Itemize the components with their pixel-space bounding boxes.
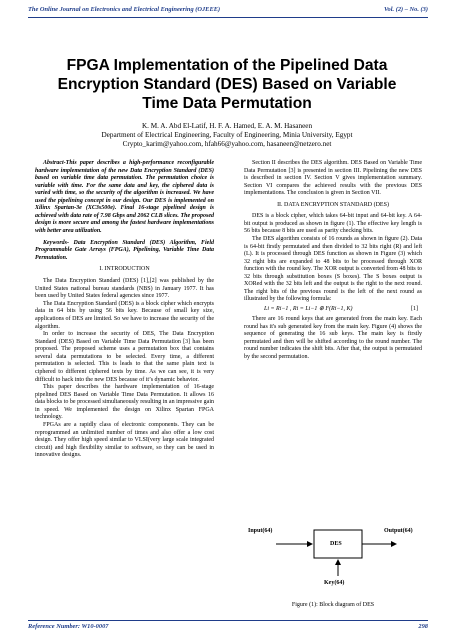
equation-number: [1]: [411, 306, 418, 313]
key-label: Key(64): [324, 580, 345, 586]
body-paragraph: There are 16 round keys that are generated from the main key. Each round has it's sub generated key from the main key. Figure (4) shows the sequence of generating the 16 sub keys. The main key is firstly permutated and then will be shifted according to the round number. The round number indicates the shift bits. After that, the output is permutated by the second permutation.: [244, 316, 422, 360]
author-names: K. M. A. Abd El-Latif, H. F. A. Hamed, E. A. M. Hasaneen: [141, 122, 313, 130]
input-label: Input(64): [248, 528, 273, 534]
paper-title: FPGA Implementation of the Pipelined Data Encryption Standard (DES) Based on Variable Time Data Permutation: [57, 57, 397, 112]
journal-name: The Online Journal on Electronics and Electrical Engineering (OJEEE): [28, 6, 221, 13]
equation-text: Li = Ri−1 , Ri = Li−1 ⊕ F(Ri−1, K): [264, 306, 353, 313]
intro-paragraph: FPGAs are a rapidly class of electronic components. They can be reprogrammed an unlimited number of times and also offer a low cost design. They offer high speed similar to VLSI(very large scale integrated circuit) and high flexibility similar to software, so they can be used in innovative designs.: [35, 422, 214, 459]
body-paragraph: The DES algorithm consists of 16 rounds as shown in figure (2). Data is 64-bit firstly permutated and then divided to 32 bits right (R) and left (L). It is processed through DES function as shown in Figure (3) which 32 right bits are expanded to 48 bits to be processed through XOR function with the round key. The XOR output is converted from 48 bits to 32 bits through substitution boxes (S boxes). The S boxes output is XORed with the 32 bits left and the output is the right to the next round. The right bits of the previous round is the left of the next round as illustrated by the following formula:: [244, 236, 422, 303]
intro-paragraph: The Data Encryption Standard (DES) [1],[2] was published by the United States national bureau standards (NBS) in January 1977. It has been used by United States federal agencies since 1977.: [35, 278, 214, 300]
intro-paragraph: The Data Encryption Standard (DES) is a block cipher which encrypts data in 64 bits by using 56 bits key. Because of small key size, applications of DES are limited. So we have to increase the security of the algorithm.: [35, 300, 214, 330]
des-box-label: DES: [330, 541, 342, 547]
author-block: [40, 122, 414, 149]
volume-info: Vol. (2) – No. (3): [383, 6, 428, 13]
figure-des-block-diagram: [244, 524, 422, 594]
output-label: Output(64): [384, 528, 413, 534]
intro-paragraph: This paper describes the hardware implementation of 16-stage pipelined DES Based on Variable Time Data Permutation. It allows 16 data blocks to be processed simultaneously resulting in an impressive gain in speed. We implemented the design on Xilinx Spartan FPGA technology.: [35, 384, 214, 421]
figure-caption: Figure (1): Block diagram of DES: [291, 602, 375, 608]
footer-rule: [28, 620, 428, 621]
page-number: 298: [418, 623, 428, 630]
section-heading-des: II. DATA ENCRYPTION STANDARD (DES): [277, 201, 389, 208]
keywords: Keywords- Data Encryption Standard (DES) Algorithm, Field Programmable Gate Arrays (FPGA), Pipelining, Variable Time Data Permutation.: [35, 239, 214, 261]
author-emails: Crypto_karim@yahoo.com, hfah66@yahoo.com, hasaneen@netzero.net: [122, 140, 332, 148]
header-rule: [28, 17, 428, 18]
left-column: [35, 160, 214, 460]
author-affiliation: Department of Electrical Engineering, Faculty of Engineering, Minia University, Egypt: [101, 131, 353, 139]
abstract: Abstract-This paper describes a high-performance reconfigurable hardware implementation of the new Data Encryption Standard (DES) based on variable time data permutation. The permutation choice is variable with time. For the same data and key, the ciphered data is varied with time, so the security of the algorithm is increased. We have used the pipelining concept in our design. Our DES is implemented on Xilinx Spartan-3e (XC3s500e). Final 16-stage pipelined design is achieved with data rate of 7.98 Gbps and 2062 CLB slices. The proposed design is more secure and among the fastest hardware implementations with better area utilization.: [35, 160, 214, 234]
reference-number: Reference Number: W10-0007: [28, 623, 109, 630]
equation-1: [244, 305, 422, 315]
section-heading-introduction: I. INTRODUCTION: [99, 266, 150, 273]
right-column: [244, 160, 422, 362]
intro-paragraph: In order to increase the security of DES, The Data Encryption Standard (DES) Based on Variable Time Data Permutation [3] has been proposed. The proposed scheme uses a permutation box that contains several data permutations to be selected. Every time, a different permutation is selected. This is leads to that the same plain text is ciphered to different ciphered texts by time. As we can see, it is very difficult to hack into the new DES because of it’s dynamic behavior.: [35, 331, 214, 383]
body-paragraph: Section II describes the DES algorithm. DES Based on Variable Time Data Permutation [3] is presented in section III. Pipelining the new DES is described in section IV. Section V gives implementation summary. Section VI compares the achieved results with the previous DES implementations. The conclusion is given in Section VII.: [244, 160, 422, 197]
body-paragraph: DES is a block cipher, which takes 64-bit input and 64-bit key. A 64-bit output is produced as shown in figure (1). The effective key length is 56 bits because 8 bits are used as parity checking bits.: [244, 213, 422, 235]
